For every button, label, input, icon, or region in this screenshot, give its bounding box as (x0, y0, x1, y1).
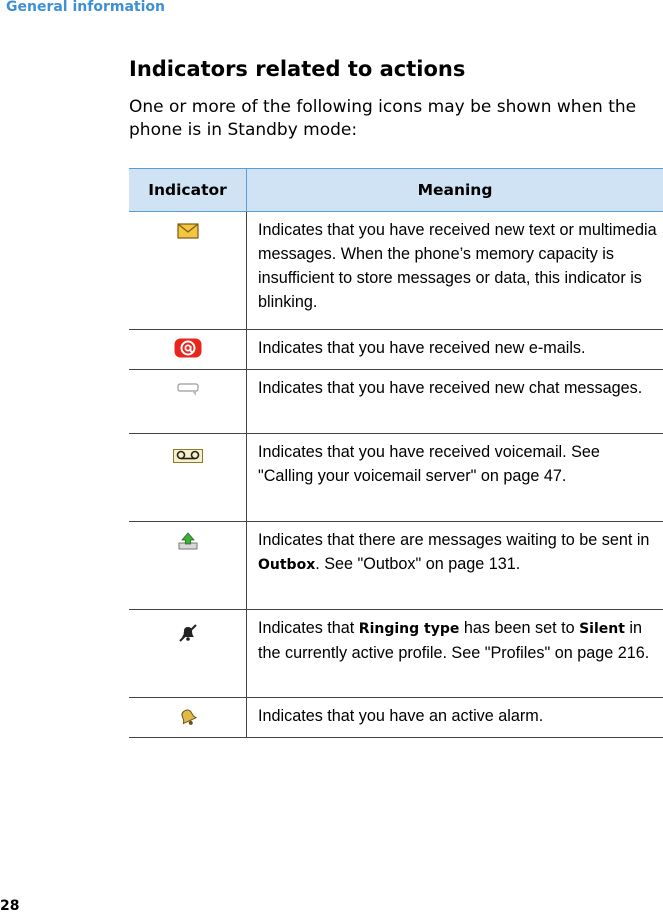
indicator-cell (129, 698, 247, 738)
table-row (129, 370, 663, 434)
table-row (129, 212, 663, 330)
page-title: Indicators related to actions (129, 57, 466, 81)
indicator-cell (129, 522, 247, 610)
meaning-cell (247, 522, 663, 610)
intro-paragraph: One or more of the following icons may be shown when the phone is in Standby mode: (129, 97, 637, 140)
setting-reference: Silent (579, 621, 625, 637)
meaning-text: has been set to (459, 619, 580, 637)
meaning-text: Indicates that there are messages waiting to be sent in (258, 531, 650, 549)
voicemail-icon (173, 448, 203, 467)
indicator-cell (129, 370, 247, 434)
table-row (129, 522, 663, 610)
indicator-cell (129, 610, 247, 698)
indicators-table (129, 168, 663, 738)
menu-reference: Ringing type (358, 621, 460, 637)
table-row (129, 434, 663, 522)
meaning-cell: Indicates that you have received new chat messages. (247, 370, 663, 434)
table-row (129, 330, 663, 370)
table-row (129, 698, 663, 738)
at-sign-icon (174, 338, 202, 362)
indicator-column-header: Indicator (129, 169, 247, 212)
meaning-cell: Indicates that you have received new e-mails. (247, 330, 663, 370)
indicator-cell (129, 434, 247, 522)
section-header: General information (6, 0, 165, 15)
meaning-cell: Indicates that you have an active alarm. (247, 698, 663, 738)
outbox-icon (177, 532, 199, 554)
table-row (129, 610, 663, 698)
meaning-text: in the currently active profile. See "Profiles" on page 216. (258, 619, 650, 662)
page-number: 28 (0, 898, 20, 914)
envelope-icon (177, 223, 199, 243)
chat-bubble-icon (177, 382, 199, 401)
meaning-column-header: Meaning (247, 169, 663, 212)
meaning-cell: Indicates that you have received voicemail. See "Calling your voicemail server" on page 47. (247, 434, 663, 522)
alarm-bell-icon (177, 706, 199, 732)
menu-reference: Outbox (258, 557, 316, 573)
table-header-row (129, 169, 663, 212)
silent-bell-icon (178, 623, 198, 647)
meaning-text: . See "Outbox" on page 131. (315, 555, 521, 573)
meaning-text: Indicates that (258, 619, 359, 637)
meaning-cell (247, 610, 663, 698)
indicator-cell (129, 212, 247, 330)
meaning-cell: Indicates that you have received new text or multimedia messages. When the phone’s memory capacity is insufficient to store messages or data, this indicator is blinking. (247, 212, 663, 330)
indicator-cell (129, 330, 247, 370)
